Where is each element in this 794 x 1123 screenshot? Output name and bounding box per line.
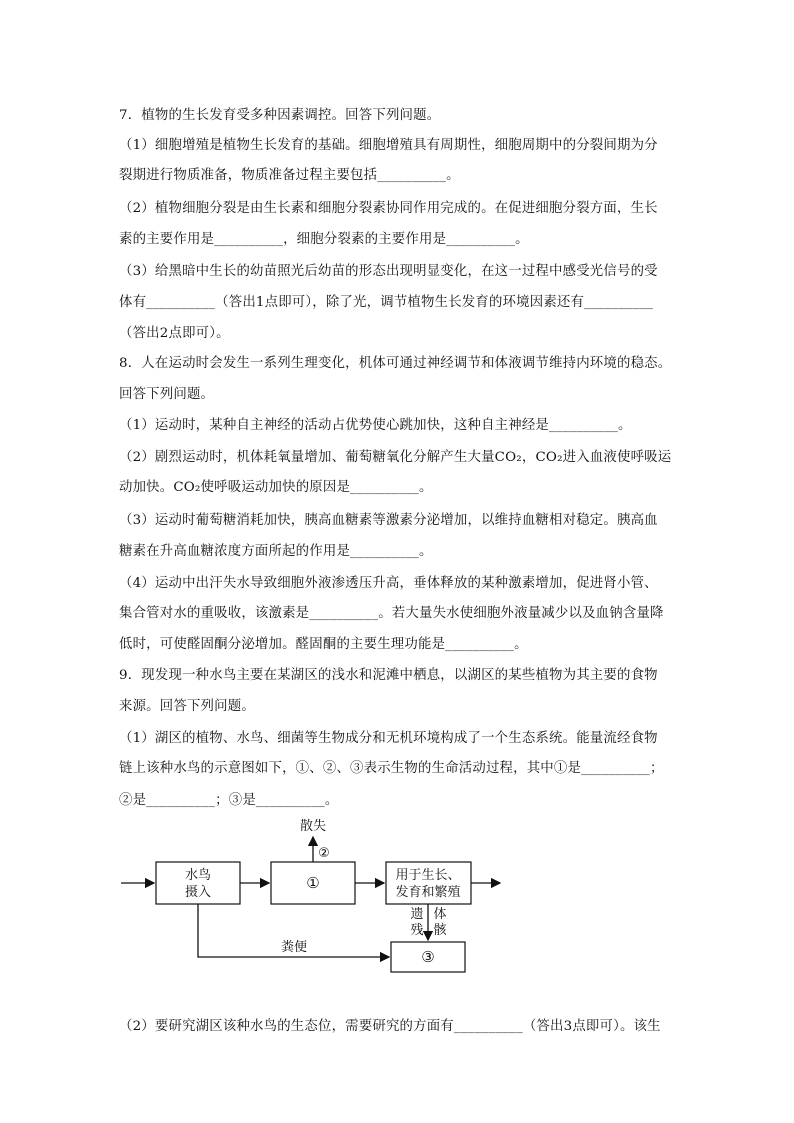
box-growth-label-2: 发育和繁殖 [395,885,461,900]
feces-label: 粪便 [280,940,308,955]
remains-label-2b: 骸 [433,923,447,938]
q8-1: （1）运动时，某种自主神经的活动占优势使心跳加快，这种自主神经是__________。 [119,418,632,433]
q8-title-line1: 8．人在运动时会发生一系列生理变化，机体可通过神经调节和体液调节维持内环境的稳态。 [119,356,672,371]
q8-3-line1: （3）运动时葡萄糖消耗加快，胰高血糖素等激素分泌增加，以维持血糖相对稳定。胰高血 [119,513,658,528]
q9-1-line2: 链上该种水鸟的示意图如下，①、②、③表示生物的生命活动过程，其中①是__________； [119,761,664,776]
q9-title-line2: 来源。回答下列问题。 [119,699,255,714]
q8-3-line2: 糖素在升高血糖浓度方面所起的作用是__________。 [119,544,433,559]
remains-label-1b: 残 [410,923,424,938]
box-bird-label-2: 摄入 [184,885,212,900]
q7-3-line2: 体有__________（答出1点即可），除了光，调节植物生长发育的环境因素还有__________ [119,295,654,310]
q8-4-line2: 集合管对水的重吸收，该激素是__________。若大量失水使细胞外液量减少以及血钠含量降 [119,606,664,621]
q9-title-line1: 9．现发现一种水鸟主要在某湖区的浅水和泥滩中栖息，以湖区的某些植物为其主要的食物 [119,668,658,683]
q9-2-line1: （2）要研究湖区该种水鸟的生态位，需要研究的方面有__________（答出3点即可）。该生 [119,1019,661,1034]
remains-label-1a: 遗 [410,907,424,922]
q7-3-line1: （3）给黑暗中生长的幼苗照光后幼苗的形态出现明显变化，在这一过程中感受光信号的受 [119,264,658,279]
remains-label-2a: 体 [433,907,447,922]
q8-4-line3: 低时，可使醛固酮分泌增加。醛固酮的主要生理功能是__________。 [119,637,528,652]
q7-1-line1: （1）细胞增殖是植物生长发育的基础。细胞增殖具有周期性，细胞周期中的分裂间期为分 [119,138,658,153]
q9-1-line3: ②是__________；③是__________。 [119,793,339,808]
q8-2-line1: （2）剧烈运动时，机体耗氧量增加、葡萄糖氧化分解产生大量CO₂，CO₂进入血液使呼吸运 [119,450,672,465]
q7-2-line2: 素的主要作用是__________，细胞分裂素的主要作用是__________。 [119,232,529,247]
q8-2-line2: 动加快。CO₂使呼吸运动加快的原因是__________。 [119,480,433,495]
energy-flow-diagram [0,815,794,985]
box-3-label: ③ [421,948,435,966]
q7-3-line3: （答出2点即可）。 [119,326,230,341]
loss-circle-label: ② [318,846,330,861]
q8-title-line2: 回答下列问题。 [119,387,215,402]
box-growth-label-1: 用于生长、 [395,868,461,883]
q9-1-line1: （1）湖区的植物、水鸟、细菌等生物成分和无机环境构成了一个生态系统。能量流经食物 [119,731,658,746]
q8-4-line1: （4）运动中出汗失水导致细胞外液渗透压升高，垂体释放的某种激素增加，促进肾小管、 [119,576,658,591]
q7-1-line2: 裂期进行物质准备，物质准备过程主要包括__________。 [119,168,460,183]
box-1-label: ① [306,874,320,892]
q7-title: 7．植物的生长发育受多种因素调控。回答下列问题。 [119,108,441,123]
box-bird-label-1: 水鸟 [184,868,212,883]
loss-label: 散失 [299,819,327,834]
q7-2-line1: （2）植物细胞分裂是由生长素和细胞分裂素协同作用完成的。在促进细胞分裂方面，生长 [119,201,658,216]
